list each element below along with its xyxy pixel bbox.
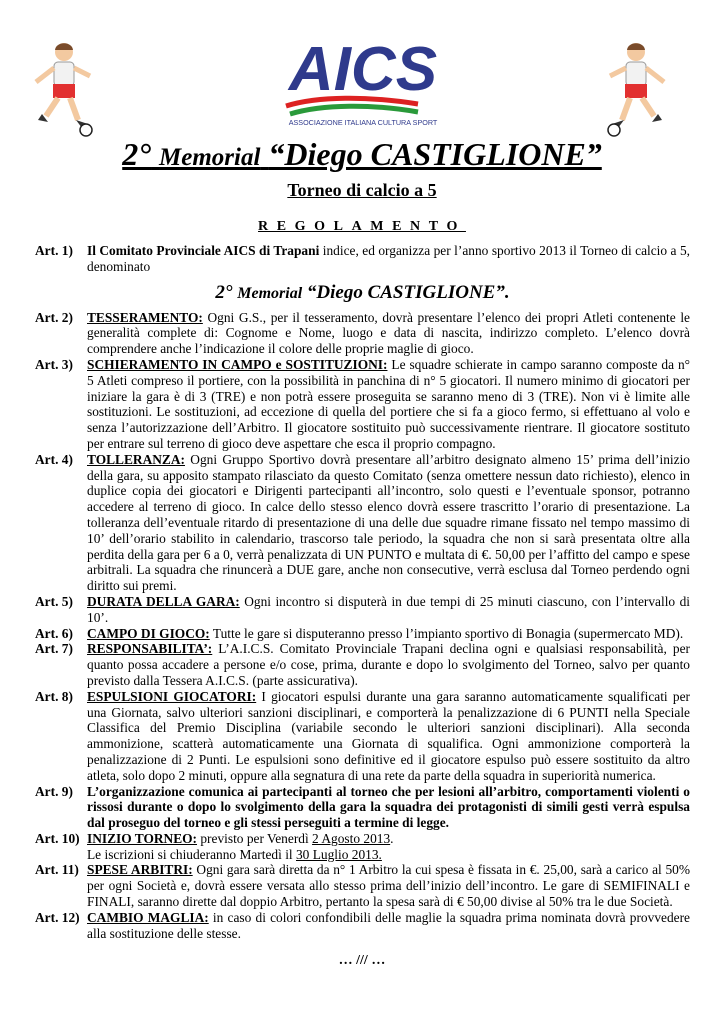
page-title bbox=[0, 134, 724, 178]
article-3 bbox=[35, 357, 690, 452]
article-text: Ogni incontro si disputerà in due tempi di 25 minuti ciascuno, con l’intervallo di 10’. bbox=[87, 593, 690, 625]
article-text: Tutte le gare si disputeranno presso l’impianto sportivo di Bonagia (supermercato MD). bbox=[209, 625, 684, 641]
article-number: Art. 8) bbox=[35, 688, 73, 704]
article-9 bbox=[35, 784, 690, 831]
aics-logo bbox=[268, 30, 458, 128]
article-number: Art. 10) bbox=[35, 830, 80, 846]
article-number: Art. 4) bbox=[35, 451, 73, 467]
page-subtitle: Torneo di calcio a 5 bbox=[287, 180, 437, 200]
football-player-icon bbox=[604, 38, 668, 138]
article-6 bbox=[35, 626, 690, 642]
article-text: Ogni G.S., per il tesseramento, dovrà presentare l’elenco dei propri Atleti contenente le generalità complete di: Cognome e Nome, luogo e data di nascita, indirizzo completo. L’elenco dovrà comprendere anche l’indicazione il colore delle proprie maglie di gioco. bbox=[87, 309, 690, 357]
article-number: Art. 6) bbox=[35, 625, 73, 641]
article-text: Le iscrizioni si chiuderanno Martedì il bbox=[87, 846, 296, 862]
articles-list bbox=[35, 243, 690, 941]
title-memorial: Memorial bbox=[159, 144, 261, 171]
article-heading: CAMBIO MAGLIA: bbox=[87, 909, 209, 925]
article-text: Le squadre schierate in campo saranno composte da n° 5 Atleti compreso il portiere, con la possibilità in panchina di n° 5 giocatori. Il numero minimo di giocatori per iniziare la gara è di 3 (TRE) e non potrà essere proseguita se saranno meno di 3 (TRE). Non vi è limite alle sostituzioni. Le sostituzioni, ad eccezione di quella del portiere che si fa a gioco fermo, si effettuano al volo e senza l’autorizzazione dell’Arbitro. Il giocatore sostituito può successivamente rientrare. Il giocatore sostituto per entrare sul terreno di gioco deve aspettare che esca il proprio compagno. bbox=[87, 356, 690, 451]
title-name: “Diego CASTIGLIONE” bbox=[268, 136, 602, 172]
memorial-name: “Diego CASTIGLIONE”. bbox=[306, 281, 510, 303]
article-number: Art. 5) bbox=[35, 593, 73, 609]
article-2 bbox=[35, 310, 690, 357]
article-heading: CAMPO DI GIOCO: bbox=[87, 625, 210, 641]
article-text: L’A.I.C.S. Comitato Provinciale Trapani declina ogni e qualsiasi responsabilità, per quanto possa accadere a persone e/o cose, prima, durante e dopo lo svolgimento del Torneo, salvo per quanto previsto dalla Tessera A.I.C.S. (parte assicurativa). bbox=[87, 641, 690, 688]
article-text: L’organizzazione comunica ai partecipanti al torneo che per lesioni all’arbitro, comportamenti violenti o rissosi durante o dopo lo svolgimento della gara la squadra dei protagonisti di simili gesti verrà espulsa dal proseguo del torneo e gli stessi perseguiti a termine di legge. bbox=[87, 783, 690, 831]
article-5 bbox=[35, 594, 690, 626]
memorial-heading bbox=[35, 282, 690, 305]
article-heading: SPESE ARBITRI: bbox=[87, 862, 193, 878]
section-heading: REGOLAMENTO bbox=[258, 219, 466, 234]
article-4 bbox=[35, 452, 690, 594]
article-text: previsto per Venerdì bbox=[197, 830, 313, 846]
article-text: in caso di colori confondibili delle maglie la squadra prima nominata dovrà provvedere alla sostituzione delle stesse. bbox=[87, 909, 690, 941]
article-number: Art. 12) bbox=[35, 909, 80, 925]
article-heading: ESPULSIONI GIOCATORI: bbox=[87, 688, 257, 704]
title-prefix: 2° bbox=[122, 136, 152, 172]
article-12 bbox=[35, 910, 690, 942]
article-text-end: . bbox=[390, 830, 394, 846]
article-text: Ogni Gruppo Sportivo dovrà presentare all’arbitro designato almeno 15’ prima dell’inizio della gara, su apposito stampato rilasciato da questo Comitato (senza omettere nessun dato richiesto), elenco in duplice copia dei giocatori e Dirigenti partecipanti all’incontro, solo questi e l’eventuale sponsor, potranno accedere al terreno di gioco. In calce dello stesso elenco dovrà essere trascritto l’orario di presentazione. La tolleranza dell’eventuale ritardo di presentazione di una delle due squadre rimane fissato nel tempo massimo di 10’ dell’orario stabilito in calendario, trascorso tale periodo, la squadra che non si sarà presentata oltre alla perdita della gara per 6 a 0, verrà penalizzata di UN PUNTO e multata di €. 50,00 per l’affitto del campo e spese arbitrali. La squadra che rinuncerà a DUE gare, anche non consecutive, verrà esclusa dal Torneo perdendo ogni diritto sui premi. bbox=[87, 451, 690, 594]
article-8 bbox=[35, 689, 690, 784]
article-11 bbox=[35, 862, 690, 909]
article-heading: TOLLERANZA: bbox=[87, 451, 185, 467]
article-heading: INIZIO TORNEO: bbox=[87, 830, 198, 846]
article-text: I giocatori espulsi durante una gara saranno automaticamente squalificati per una Giornata, salvo ulteriori sanzioni disciplinari, e comporterà la penalizzazione di 6 PUNTI nella Speciale Classifica del Premio Disciplina (variabile secondo le ulteriori sanzioni disciplinari). Alla seconda ammonizione, scatterà automaticamente una Giornata di squalifica. Ogni ammonizione comporterà la penalizzazione di 2 Punti. Le espulsioni sono definitive ed il giocatore espulso può essere sostituito da altro atleta, solo dopo 2 minuti, oppure alla segnatura di una rete da parte della squadra in superiorità numerica. bbox=[87, 688, 690, 783]
article-10 bbox=[35, 831, 690, 863]
article-text: indice, ed organizza per l’anno sportivo 2013 il Torneo di calcio a 5, denominato bbox=[87, 243, 690, 274]
article-number: Art. 9) bbox=[35, 783, 73, 799]
deadline-date: 30 Luglio 2013. bbox=[295, 846, 382, 862]
football-player-icon bbox=[32, 38, 96, 138]
article-1 bbox=[35, 243, 690, 275]
article-number: Art. 3) bbox=[35, 356, 73, 372]
memorial-mid: Memorial bbox=[237, 284, 303, 302]
logo-text: AICS bbox=[288, 35, 438, 104]
page-footer: … /// … bbox=[338, 953, 386, 968]
logo-caption: ASSOCIAZIONE ITALIANA CULTURA SPORT bbox=[288, 118, 438, 127]
article-heading: RESPONSABILITA’: bbox=[87, 641, 213, 657]
article-heading: SCHIERAMENTO IN CAMPO e SOSTITUZIONI: bbox=[87, 356, 388, 372]
article-7 bbox=[35, 641, 690, 688]
article-lead: Il Comitato Provinciale AICS di Trapani bbox=[87, 243, 320, 258]
article-number: Art. 7) bbox=[35, 641, 73, 657]
memorial-prefix: 2° bbox=[215, 281, 233, 303]
article-heading: TESSERAMENTO: bbox=[87, 309, 203, 325]
article-number: Art. 2) bbox=[35, 309, 73, 325]
article-number: Art. 1) bbox=[35, 243, 73, 258]
article-text: Ogni gara sarà diretta da n° 1 Arbitro la cui spesa è fissata in €. 25,00, sarà a carico al 50% per ogni Società e, dovrà essere versata allo stesso prima dell’inizio dell’incontro. Le gare di SEMIFINALI e FINALI, saranno dirette dal doppio Arbitro, pertanto la spesa sarà di € 50,00 divise al 50% tra le due Società. bbox=[87, 862, 690, 910]
article-heading: DURATA DELLA GARA: bbox=[87, 593, 240, 609]
article-number: Art. 11) bbox=[35, 862, 79, 878]
start-date: 2 Agosto 2013 bbox=[312, 830, 391, 846]
